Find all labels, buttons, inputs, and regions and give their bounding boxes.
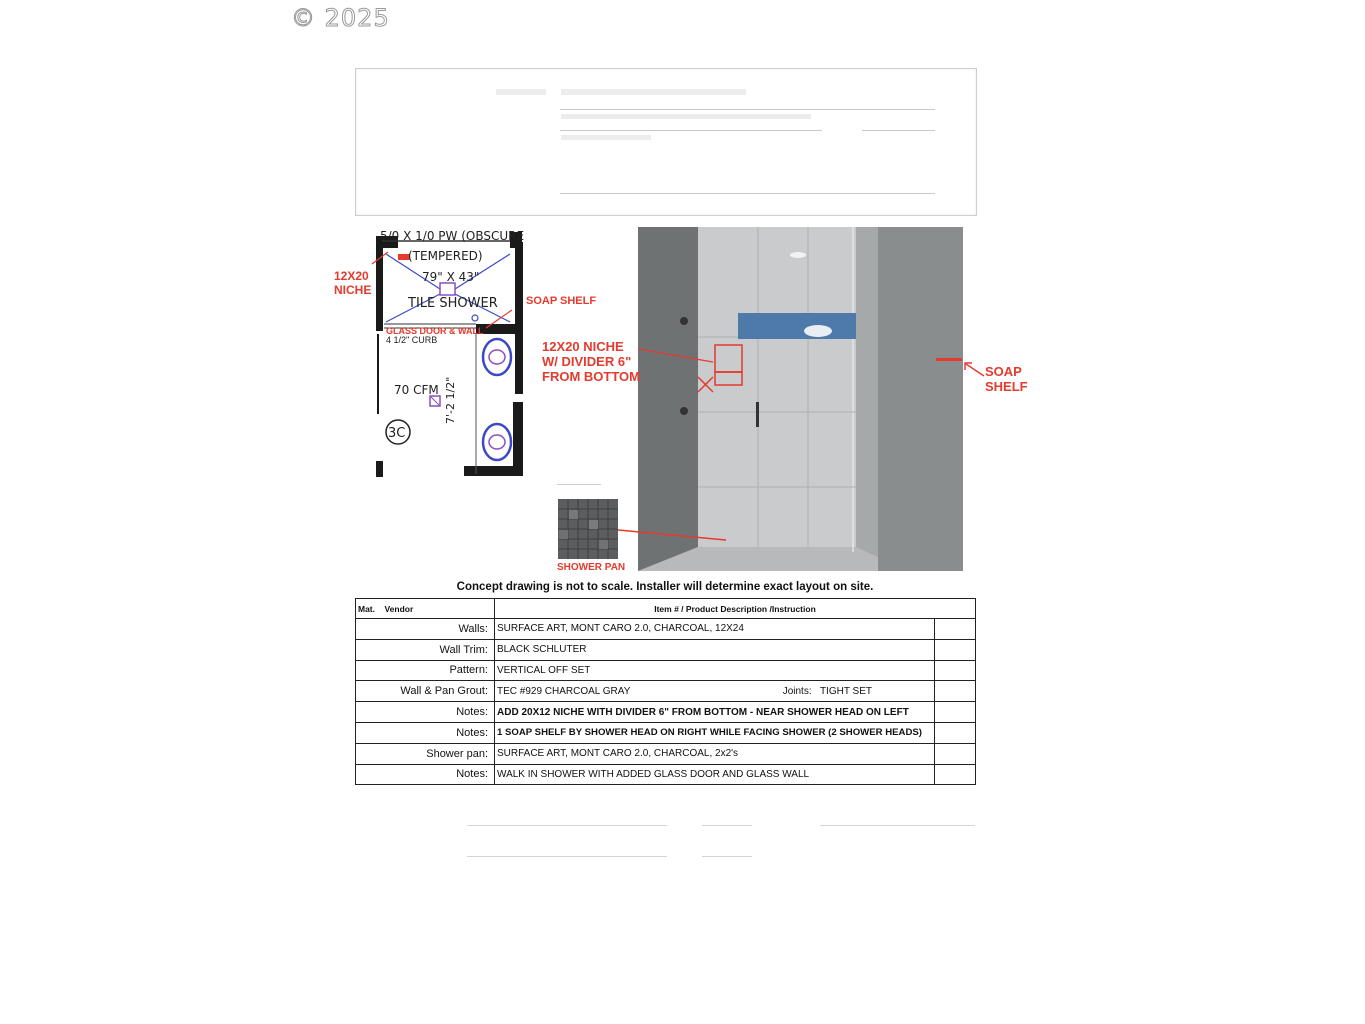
tile-shower-label: TILE SHOWER [408, 296, 498, 311]
title-block [355, 68, 977, 216]
left-wall [638, 227, 698, 571]
return-wall [856, 227, 878, 557]
grout-value: TEC #929 CHARCOAL GRAY [497, 685, 631, 697]
plan-niche-label [334, 269, 371, 297]
signature-line [467, 825, 667, 826]
row-check [935, 722, 976, 743]
glass-label: GLASS DOOR & WALL [386, 326, 484, 336]
curb-label: 4 1/2" CURB [386, 335, 438, 345]
table-row [356, 619, 976, 640]
row-label: Notes: [356, 702, 495, 723]
table-row [356, 743, 976, 764]
field-line [560, 193, 935, 194]
caption: Concept drawing is not to scale. Installer will determine exact layout on site. [456, 581, 874, 593]
soap-arrow-line [966, 364, 984, 376]
signature-line [820, 825, 975, 826]
table-row [356, 764, 976, 785]
row-check [935, 660, 976, 681]
row-desc: VERTICAL OFF SET [495, 660, 935, 681]
side-wall [878, 227, 963, 571]
shower-head [680, 317, 688, 325]
shower-pan-label: SHOWER PAN [557, 562, 626, 573]
sink-symbol [489, 435, 505, 449]
date-line [702, 856, 752, 857]
shower-pan-arrow [616, 526, 728, 544]
toilet-symbol [483, 339, 511, 375]
shower-valve [680, 407, 688, 415]
wall-segment [376, 236, 383, 331]
mat-vendor-header [356, 599, 495, 619]
table-row [356, 702, 976, 723]
item-header: Item # / Product Description /Instruction [495, 599, 976, 619]
back-wall [698, 227, 856, 547]
spec-header-row [356, 599, 976, 619]
cloud [804, 325, 832, 337]
wall-segment [515, 332, 523, 394]
joints-value: TIGHT SET [819, 685, 872, 697]
plan-niche-label-line: NICHE [334, 283, 372, 297]
wall-segment [513, 402, 523, 476]
row-label: Notes: [356, 722, 495, 743]
tile-swatch [558, 499, 618, 559]
dims-label: 79" X 43" [422, 270, 480, 284]
faint-line [557, 484, 601, 485]
faded-text [561, 89, 746, 95]
table-row [356, 681, 976, 702]
shower-render [638, 227, 963, 571]
tempered-label: (TEMPERED) [408, 249, 483, 263]
drain-symbol [440, 283, 455, 295]
table-row [356, 639, 976, 660]
row-desc: BLACK SCHLUTER [495, 639, 935, 660]
joints-label: Joints: [782, 685, 812, 697]
row-desc: SURFACE ART, MONT CARO 2.0, CHARCOAL, 12X24 [495, 619, 935, 640]
faded-text [496, 89, 546, 95]
row-label: Notes: [356, 764, 495, 785]
copyright-watermark: © 2025 [291, 4, 390, 32]
row-desc: ADD 20X12 NICHE WITH DIVIDER 6" FROM BOTTOM - NEAR SHOWER HEAD ON LEFT [495, 702, 935, 723]
sink-symbol [483, 424, 511, 460]
fan-symbol [430, 396, 440, 406]
row-check [935, 619, 976, 640]
field-line [560, 130, 822, 131]
row-label: Wall Trim: [356, 639, 495, 660]
window-label: 5/0 X 1/0 PW (OBSCURE [380, 229, 525, 243]
row-label: Wall & Pan Grout: [356, 681, 495, 702]
field-line [862, 130, 935, 131]
wall-segment [515, 242, 523, 332]
row-check [935, 743, 976, 764]
soap-shelf-marker [936, 358, 962, 361]
render-niche-label-line: FROM BOTTOM [542, 369, 640, 384]
room-number: 3C [388, 426, 406, 441]
render-soap-label [985, 364, 1028, 394]
soap-arrow [960, 358, 986, 380]
joints [783, 686, 872, 697]
shower-head-symbol [472, 315, 478, 321]
length-label: 7'-2 1/2" [444, 376, 457, 424]
row-label: Walls: [356, 619, 495, 640]
plan-soap-shelf-label: SOAP SHELF [526, 295, 597, 307]
table-row [356, 660, 976, 681]
door-handle [756, 402, 759, 427]
date-line [702, 825, 752, 826]
toilet-symbol [489, 350, 505, 364]
plan-niche-label-line: 12X20 [334, 269, 369, 283]
row-label: Shower pan: [356, 743, 495, 764]
row-desc: SURFACE ART, MONT CARO 2.0, CHARCOAL, 2x2's [495, 743, 935, 764]
signature-line [467, 856, 667, 857]
row-check [935, 681, 976, 702]
mat-header: Mat. [358, 603, 375, 614]
faded-text [561, 114, 811, 119]
spec-table [355, 598, 976, 785]
row-desc: WALK IN SHOWER WITH ADDED GLASS DOOR AND GLASS WALL [495, 764, 935, 785]
faded-text [561, 135, 651, 140]
render-niche-label-line: 12X20 NICHE [542, 339, 624, 354]
row-desc [495, 681, 935, 702]
wall-segment [376, 461, 383, 477]
render-niche-label-line: W/ DIVIDER 6" [542, 354, 632, 369]
ceiling-light [790, 252, 806, 258]
row-label: Pattern: [356, 660, 495, 681]
render-niche-label [542, 339, 640, 384]
row-check [935, 702, 976, 723]
window [738, 313, 856, 339]
vendor-header: Vendor [384, 603, 414, 614]
render-soap-label-line: SOAP [985, 364, 1022, 379]
row-check [935, 764, 976, 785]
fan-label: 70 CFM [394, 383, 439, 397]
render-soap-label-line: SHELF [985, 379, 1028, 394]
table-row [356, 722, 976, 743]
row-desc: 1 SOAP SHELF BY SHOWER HEAD ON RIGHT WHILE FACING SHOWER (2 SHOWER HEADS) [495, 722, 935, 743]
wall-segment [464, 466, 523, 476]
row-check [935, 639, 976, 660]
field-line [560, 109, 935, 110]
shower-pan-arrow-line [618, 530, 726, 540]
